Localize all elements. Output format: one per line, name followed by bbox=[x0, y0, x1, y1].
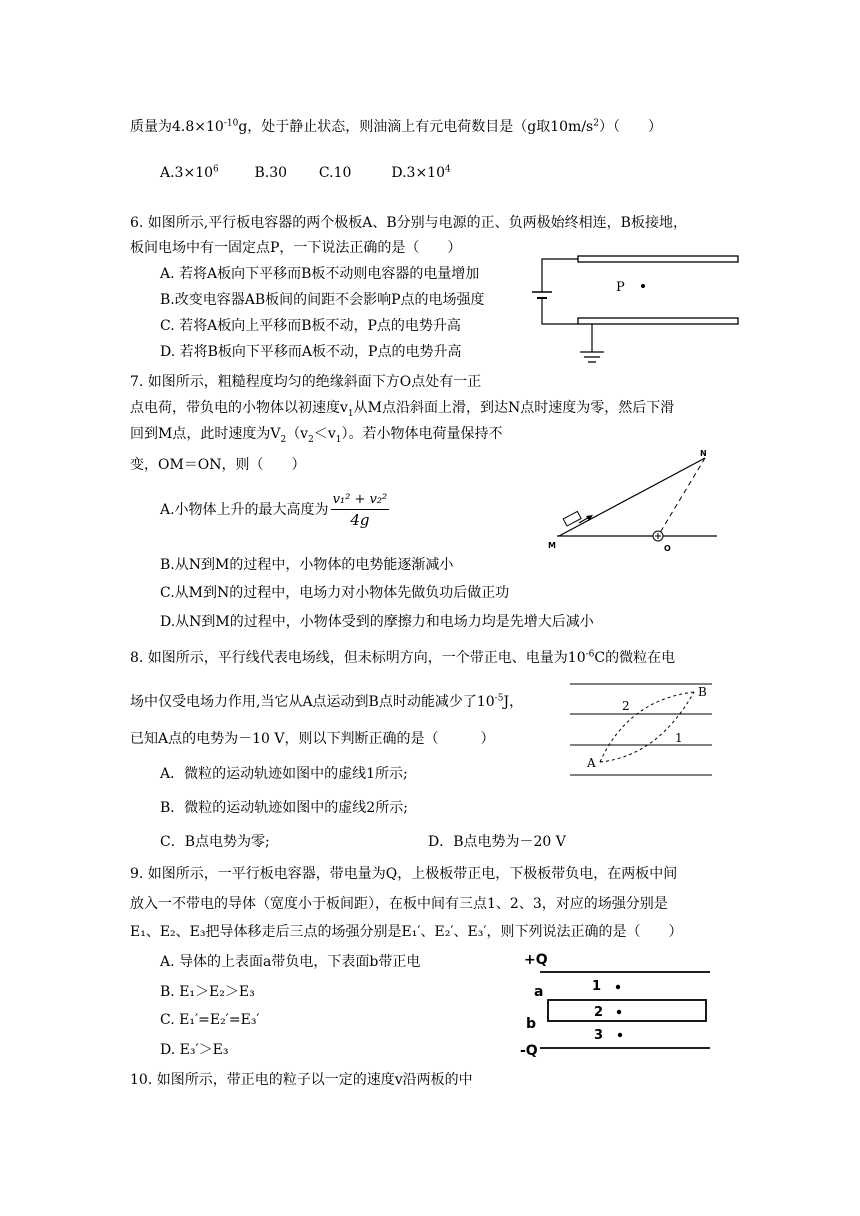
q7-stem-line4: 变，OM＝ON，则（ ） bbox=[130, 457, 306, 473]
point-3 bbox=[618, 1033, 622, 1037]
q5-option-d: $D.3\times 10^4$ bbox=[391, 164, 451, 181]
q10-stem-line1: 10. 如图所示，带正电的粒子以一定的速度v沿两板的中 bbox=[130, 1072, 473, 1088]
label-m: M bbox=[548, 541, 556, 550]
q8-option-a: A．微粒的运动轨迹如图中的虚线1所示; bbox=[160, 766, 408, 782]
point-2 bbox=[617, 1010, 621, 1014]
q8-field-lines-figure bbox=[570, 680, 715, 780]
q6-stem-line1: 6. 如图所示,平行板电容器的两个极板A、B分别与电源的正、负两极始终相连，B板接地， bbox=[130, 215, 687, 231]
label-a: a bbox=[534, 984, 544, 1000]
q9-stem-line1: 9. 如图所示，一平行板电容器，带电量为Q，上极板带正电，下极板带负电，在两板中间 bbox=[130, 866, 678, 882]
q7-option-d: D.从N到M的过程中，小物体受到的摩擦力和电场力均是先增大后减小 bbox=[160, 614, 594, 630]
q9-option-a: A. 导体的上表面a带负电，下表面b带正电 bbox=[160, 954, 421, 970]
label-b: b bbox=[526, 1016, 537, 1032]
label-n: N bbox=[700, 449, 707, 458]
q6-option-b: B.改变电容器AB板间的间距不会影响P点的电场强度 bbox=[160, 292, 485, 308]
q8-stem-line3: 已知A点的电势为－10 V，则以下判断正确的是（ ） bbox=[130, 731, 495, 747]
q8-stem-line2: 场中仅受电场力作用,当它从A点运动到B点时动能减少了$10^{-5}J$， bbox=[130, 693, 524, 710]
q8-option-b: B．微粒的运动轨迹如图中的虚线2所示; bbox=[160, 800, 408, 816]
label-o: O bbox=[664, 544, 671, 553]
q7-stem-line1: 7. 如图所示，粗糙程度均匀的绝缘斜面下方O点处有一正 bbox=[130, 374, 482, 390]
conductor-slab bbox=[548, 1000, 706, 1021]
label-p: P bbox=[616, 280, 625, 295]
label-3: 3 bbox=[594, 1028, 604, 1043]
q7-option-b: B.从N到M的过程中，小物体的电势能逐渐减小 bbox=[160, 557, 454, 573]
q7-incline-figure bbox=[545, 448, 725, 558]
q7-option-c: C.从M到N的过程中，电场力对小物体先做负功后做正功 bbox=[160, 585, 510, 601]
q5-option-c: C.10 bbox=[318, 165, 352, 181]
label-2: 2 bbox=[622, 699, 630, 713]
q6-option-c: C. 若将A板向上平移而B板不动，P点的电势升高 bbox=[160, 318, 461, 334]
trajectory-1 bbox=[600, 692, 694, 762]
q8-option-c: C．B点电势为零; bbox=[160, 834, 270, 850]
q5-option-b: B.30 bbox=[254, 165, 288, 181]
max-height-fraction: $\frac{\text{v₁² + v₂²}}{4g}$ bbox=[332, 491, 388, 529]
q5-continuation: 质量为$4.8\times 10^{-10}g$，处于静止状态，则油滴上有元电荷数目是（g取$10m/s^2$）（ ） bbox=[130, 118, 662, 135]
label-1: 1 bbox=[675, 731, 683, 745]
trajectory-2 bbox=[600, 692, 694, 762]
q7-stem-line2: 点电荷，带负电的小物体以初速度$v_1$从M点沿斜面上滑，到达N点时速度为零，然后下滑 bbox=[130, 400, 675, 419]
q6-stem-line2: 板间电场中有一固定点P，一下说法正确的是（ ） bbox=[130, 240, 462, 256]
label-1: 1 bbox=[592, 979, 602, 994]
q5-option-a: $A.3\times 10^6$ bbox=[160, 164, 219, 181]
q9-stem-line2: 放入一不带电的导体（宽度小于板间距），在板中间有三点1、2、3，对应的场强分别是 bbox=[130, 896, 668, 912]
point-p bbox=[641, 284, 645, 288]
q5-options bbox=[160, 163, 451, 183]
q9-option-c: C. E₁′=E₂′=E₃′ bbox=[160, 1012, 260, 1028]
label-2: 2 bbox=[594, 1005, 604, 1020]
plate-b bbox=[578, 318, 738, 324]
q9-option-d: D. E₃′＞E₃ bbox=[160, 1042, 229, 1058]
label-a: A bbox=[587, 756, 596, 770]
q9-option-b: B. E₁＞E₂＞E₃ bbox=[160, 984, 255, 1000]
q8-stem-line1: 8. 如图所示，平行线代表电场线，但未标明方向，一个带正电、电量为$10^{-6}C$的微粒在电 bbox=[130, 649, 676, 666]
q8-option-d: D．B点电势为－20 V bbox=[428, 834, 566, 850]
q9-conductor-figure bbox=[520, 948, 715, 1060]
q6-option-d: D. 若将B板向下平移而A板不动，P点的电势升高 bbox=[160, 344, 462, 360]
point-1 bbox=[616, 985, 620, 989]
q9-stem-line3: E₁、E₂、E₃把导体移走后三点的场强分别是E₁′、E₂′、E₃′，则下列说法正确的是（ ） bbox=[130, 924, 683, 940]
q6-capacitor-figure bbox=[530, 250, 745, 370]
incline-line bbox=[559, 458, 705, 536]
label-plus-q: +Q bbox=[524, 952, 548, 968]
q6-option-a: A. 若将A板向下平移而B板不动则电容器的电量增加 bbox=[160, 266, 480, 282]
plate-a bbox=[578, 256, 738, 262]
q7-stem-line3: 回到M点，此时速度为$V_2(v_2<v_1)$。若小物体电荷量保持不 bbox=[130, 426, 503, 445]
label-minus-q: -Q bbox=[520, 1043, 538, 1059]
dashed-on-line bbox=[658, 458, 705, 536]
small-block bbox=[563, 511, 581, 526]
q7-option-a: A.小物体上升的最大高度为 $\frac{\text{v₁² + v₂²}}{4g}$ bbox=[160, 491, 388, 529]
label-b: B bbox=[698, 685, 707, 699]
